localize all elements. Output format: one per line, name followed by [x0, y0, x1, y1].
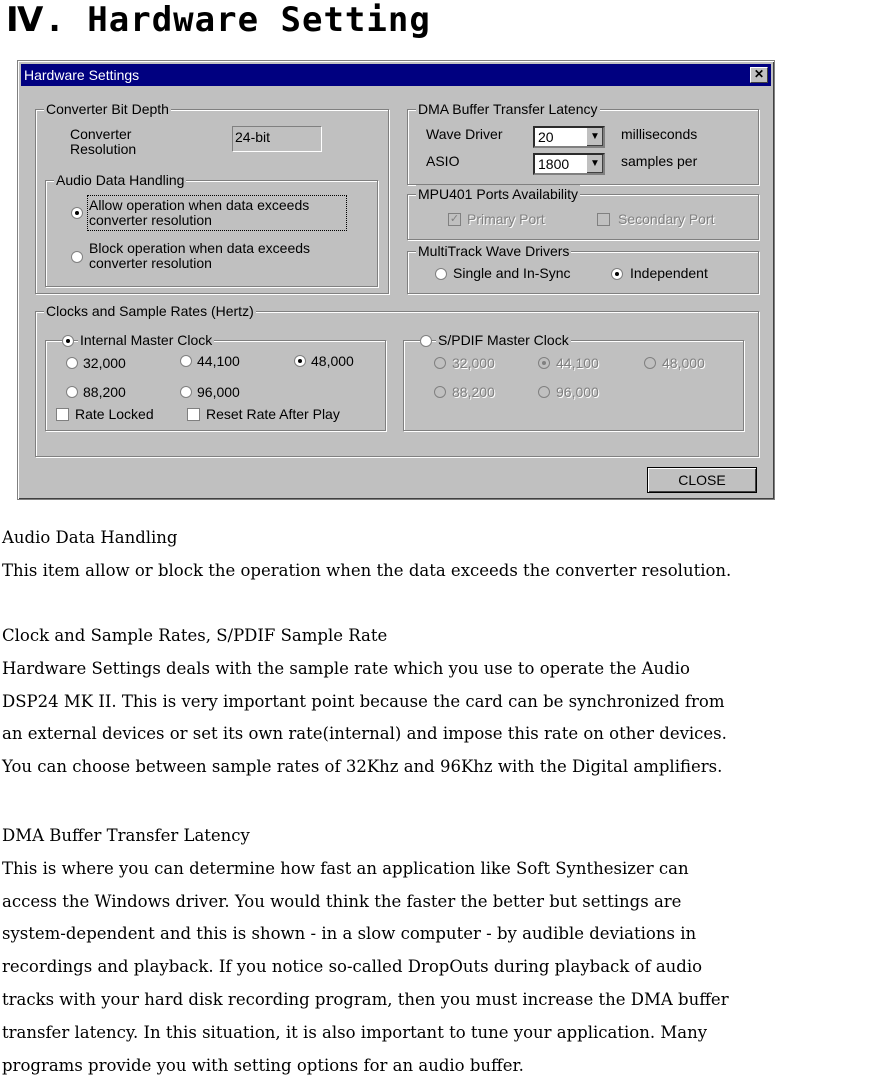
- asio-value: 1800: [538, 156, 570, 172]
- section-numeral: Ⅳ: [6, 0, 45, 40]
- chevron-down-icon[interactable]: ▼: [586, 128, 603, 146]
- rate-locked-label[interactable]: Rate Locked: [75, 406, 154, 422]
- close-button[interactable]: CLOSE: [647, 467, 757, 493]
- primary-port-label: Primary Port: [467, 211, 545, 227]
- converter-resolution-label-2: Resolution: [70, 141, 137, 157]
- paragraph-dma-latency: [2, 820, 870, 1082]
- secondary-port-label: Secondary Port: [618, 211, 715, 227]
- spdif-rate-32000-label: 32,000: [452, 355, 495, 371]
- mpu401-ports-group: [407, 186, 759, 240]
- spdif-master-clock-label[interactable]: S/PDIF Master Clock: [438, 332, 569, 348]
- reset-rate-label[interactable]: Reset Rate After Play: [206, 406, 340, 422]
- section-title: . Hardware Setting: [44, 0, 431, 40]
- paragraph-line: access the Windows driver. You would think the faster the better but settings are: [2, 891, 682, 911]
- converter-bit-depth-legend: Converter Bit Depth: [46, 101, 169, 117]
- allow-operation-label-2: converter resolution: [89, 212, 212, 228]
- internal-rate-96000-radio[interactable]: [180, 386, 192, 398]
- paragraph-clock-sample-rates: [2, 620, 870, 784]
- internal-rate-32000-radio[interactable]: [66, 357, 78, 369]
- spdif-rate-96000-label: 96,000: [556, 384, 599, 400]
- wave-driver-unit: milliseconds: [621, 126, 698, 142]
- clocks-sample-rates-group: [35, 303, 759, 457]
- close-icon[interactable]: ✕: [750, 67, 768, 83]
- spdif-master-clock-radio[interactable]: [420, 335, 432, 347]
- dialog-titlebar: [21, 64, 771, 86]
- paragraph-line: transfer latency. In this situation, it is also important to tune your application. Many: [2, 1022, 708, 1042]
- spdif-clock-group: [403, 332, 744, 431]
- independent-radio[interactable]: [611, 268, 623, 280]
- paragraph-heading: Audio Data Handling: [2, 528, 178, 547]
- asio-select[interactable]: [533, 153, 605, 175]
- paragraph-heading: Clock and Sample Rates, S/PDIF Sample Rate: [2, 626, 388, 645]
- allow-operation-focus[interactable]: [89, 197, 345, 229]
- spdif-rate-96000-radio[interactable]: [538, 386, 550, 398]
- audio-data-handling-legend: Audio Data Handling: [56, 172, 185, 188]
- paragraph-audio-data-handling: [2, 522, 870, 588]
- spdif-rate-48000-radio[interactable]: [644, 357, 656, 369]
- multitrack-legend: MultiTrack Wave Drivers: [418, 243, 570, 259]
- paragraph-line: You can choose between sample rates of 32Khz and 96Khz with the Digital amplifiers.: [2, 757, 723, 777]
- internal-rate-96000-label[interactable]: 96,000: [197, 384, 240, 400]
- clocks-legend: Clocks and Sample Rates (Hertz): [46, 303, 254, 319]
- block-operation-label-1[interactable]: Block operation when data exceeds: [89, 240, 311, 256]
- paragraph-line: Hardware Settings deals with the sample rate which you use to operate the Audio: [2, 658, 690, 678]
- hardware-settings-dialog: [17, 60, 775, 500]
- internal-rate-32000-label[interactable]: 32,000: [83, 355, 126, 371]
- paragraph-line: DSP24 MK II. This is very important point because the card can be synchronized from: [2, 691, 725, 711]
- spdif-rate-88200-radio[interactable]: [434, 386, 446, 398]
- asio-unit: samples per: [621, 153, 698, 169]
- audio-data-handling-group: [45, 172, 378, 287]
- wave-driver-select[interactable]: [533, 126, 605, 148]
- allow-operation-radio[interactable]: [71, 207, 83, 219]
- internal-rate-88200-radio[interactable]: [66, 386, 78, 398]
- spdif-rate-48000-label: 48,000: [662, 355, 705, 371]
- multitrack-wave-drivers-group: [407, 243, 759, 294]
- paragraph-line: tracks with your hard disk recording program, then you must increase the DMA buffer: [2, 989, 729, 1009]
- block-operation-radio[interactable]: [71, 251, 83, 263]
- paragraph-line: system-dependent and this is shown - in a slow computer - by audible deviations in: [2, 924, 697, 944]
- internal-rate-48000-label[interactable]: 48,000: [311, 353, 354, 369]
- dma-latency-legend: DMA Buffer Transfer Latency: [418, 101, 598, 117]
- converter-resolution-label-1: Converter: [70, 126, 132, 142]
- primary-port-checkbox[interactable]: ✓: [449, 213, 460, 225]
- internal-rate-48000-radio[interactable]: [294, 355, 306, 367]
- wave-driver-label: Wave Driver: [426, 126, 503, 142]
- spdif-rate-44100-radio[interactable]: [538, 357, 550, 369]
- asio-label: ASIO: [426, 153, 460, 169]
- reset-rate-checkbox[interactable]: [187, 408, 200, 421]
- block-operation-label-2[interactable]: converter resolution: [89, 255, 212, 271]
- mpu401-ports-legend: MPU401 Ports Availability: [418, 186, 579, 202]
- converter-resolution-field: 24-bit: [232, 126, 322, 152]
- internal-master-clock-radio[interactable]: [62, 335, 74, 347]
- spdif-rate-32000-radio[interactable]: [434, 357, 446, 369]
- dma-latency-group: [407, 101, 759, 185]
- single-insync-radio[interactable]: [435, 268, 447, 280]
- single-insync-label[interactable]: Single and In-Sync: [453, 265, 571, 281]
- internal-master-clock-label[interactable]: Internal Master Clock: [80, 332, 213, 348]
- dialog-title: Hardware Settings: [24, 67, 140, 83]
- internal-clock-group: [45, 332, 386, 431]
- paragraph-line: This is where you can determine how fast an application like Soft Synthesizer can: [2, 858, 689, 878]
- spdif-rate-44100-label: 44,100: [556, 355, 599, 371]
- secondary-port-checkbox[interactable]: [597, 213, 610, 226]
- wave-driver-value: 20: [538, 129, 554, 145]
- chevron-down-icon[interactable]: ▼: [586, 155, 603, 173]
- spdif-rate-88200-label: 88,200: [452, 384, 495, 400]
- internal-rate-88200-label[interactable]: 88,200: [83, 384, 126, 400]
- internal-rate-44100-radio[interactable]: [180, 355, 192, 367]
- paragraph-heading: DMA Buffer Transfer Latency: [2, 826, 250, 845]
- converter-bit-depth-group: [35, 101, 389, 294]
- paragraph-line: recordings and playback. If you notice so-called DropOuts during playback of audio: [2, 957, 703, 977]
- internal-rate-44100-label[interactable]: 44,100: [197, 353, 240, 369]
- paragraph-line: programs provide you with setting options for an audio buffer.: [2, 1055, 524, 1075]
- section-heading: [6, 0, 431, 40]
- paragraph-line: This item allow or block the operation when the data exceeds the converter resolution.: [2, 560, 732, 580]
- allow-operation-label-1: Allow operation when data exceeds: [89, 197, 310, 213]
- rate-locked-checkbox[interactable]: [56, 408, 69, 421]
- independent-label[interactable]: Independent: [630, 265, 708, 281]
- paragraph-line: an external devices or set its own rate(internal) and impose this rate on other devices.: [2, 724, 727, 744]
